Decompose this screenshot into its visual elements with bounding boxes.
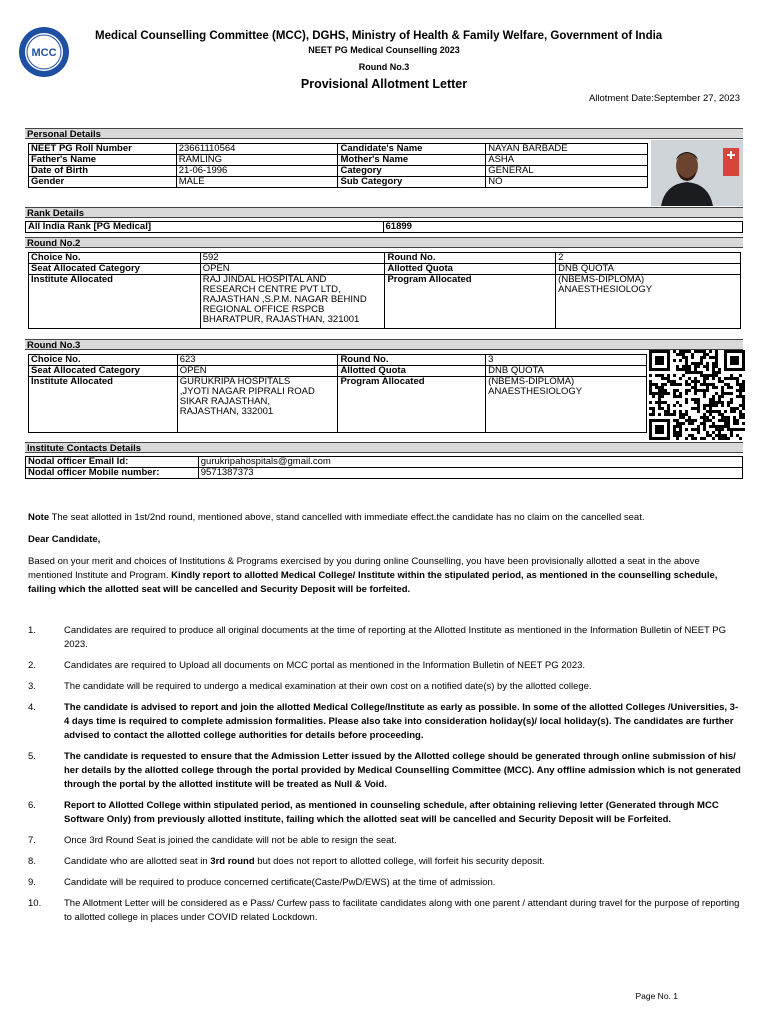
r3-inst-label: Institute Allocated — [29, 377, 178, 433]
header-counselling: NEET PG Medical Counselling 2023 — [308, 45, 460, 55]
r2-prog-line: ANAESTHESIOLOGY — [558, 284, 653, 295]
candidate-photo — [651, 140, 743, 206]
r2-seat-label: Seat Allocated Category — [29, 264, 201, 275]
email-value: gurukripahospitals@gmail.com — [198, 457, 742, 468]
qr-code — [649, 350, 745, 440]
list-item-number: 6. — [28, 800, 36, 811]
subcat-value: NO — [486, 177, 648, 188]
list-item — [28, 799, 743, 827]
r3-seat-label: Seat Allocated Category — [29, 366, 178, 377]
r3-choice-value: 623 — [177, 355, 338, 366]
table-row — [29, 377, 647, 433]
list-item-number: 7. — [28, 835, 36, 846]
r2-inst-line: RAJ JINDAL HOSPITAL AND — [202, 274, 327, 285]
list-item-text: Candidates are required to Upload all documents on MCC portal as mentioned in the Information Bulletin of NEET PG 2023. — [64, 660, 586, 671]
r3-quota-value: DNB QUOTA — [486, 366, 647, 377]
round3-table — [28, 354, 647, 433]
note-label: Note — [28, 512, 50, 523]
r3-inst-line: RAJASTHAN, 332001 — [179, 406, 274, 417]
r3-prog-value — [486, 377, 647, 433]
section-rank-details: Rank Details — [25, 207, 743, 218]
note-body: The seat allotted in 1st/2nd round, mentioned above, stand cancelled with immediate effect.the candidate has no claim on the cancelled seat. — [49, 512, 645, 523]
name-value: NAYAN BARBADE — [486, 144, 648, 155]
r2-round-label: Round No. — [385, 253, 556, 264]
r3-inst-line: ,JYOTI NAGAR PIPRALI ROAD — [179, 386, 315, 397]
list-item-text-post: but does not report to allotted college, will forfeit his security deposit. — [254, 856, 545, 867]
table-row — [26, 468, 743, 479]
mother-value: ASHA — [486, 155, 648, 166]
section-institute-contacts: Institute Contacts Details — [25, 442, 743, 453]
r3-quota-label: Allotted Quota — [338, 366, 486, 377]
note-text — [28, 512, 743, 523]
gender-value: MALE — [176, 177, 338, 188]
mobile-value: 9571387373 — [198, 468, 742, 479]
list-item-text: The candidate is advised to report and join the allotted Medical College/Institute as early as possible. In some of the allotted Colleges /Universities, 3-4 days time is required to complete admission formalities. Please also take into consideration holiday(s)/ local holiday(s). The candidates are further advised to contact the allotted college authorities for details before proceeding. — [64, 702, 739, 741]
father-value: RAMLING — [176, 155, 338, 166]
intro-bold: Kindly report to allotted Medical College/ Institute within the stipulated period, as mentioned in the counselling schedule, failing which the allotted seat will be cancelled and Security Deposit will be forfeited. — [28, 570, 718, 595]
header-round: Round No.3 — [358, 62, 410, 72]
list-item — [28, 876, 743, 890]
list-item — [28, 855, 743, 869]
table-row — [29, 253, 741, 264]
list-item-text: The candidate will be required to undergo a medical examination at their own cost on a notified date(s) by the allotted college. — [64, 681, 592, 692]
list-item-number: 9. — [28, 877, 36, 888]
list-item-number: 8. — [28, 856, 36, 867]
list-item-text: The candidate is requested to ensure that the Admission Letter issued by the Allotted college should be generated through online submission of his/ her details by the allotted college through the portal provided by Medical Counselling Committee (MCC). Any offline admission which is not generated through the portal by the allotted institute will be treated as Null & Void. — [64, 751, 741, 790]
list-item-number: 1. — [28, 625, 36, 636]
r3-inst-line: SIKAR RAJASTHAN, — [179, 396, 270, 407]
r3-choice-label: Choice No. — [29, 355, 178, 366]
list-item-bold: 3rd round — [210, 856, 255, 867]
r3-prog-line: ANAESTHESIOLOGY — [488, 386, 583, 397]
list-item — [28, 834, 743, 848]
category-value: GENERAL — [486, 166, 648, 177]
list-item-text: Candidate will be required to produce concerned certificate(Caste/PwD/EWS) at the time of admission. — [64, 877, 496, 888]
r2-inst-line: BHARATPUR, RAJASTHAN, 321001 — [202, 314, 360, 325]
instructions-list — [28, 624, 743, 932]
r2-quota-label: Allotted Quota — [385, 264, 556, 275]
allotment-date: Allotment Date:September 27, 2023 — [588, 93, 740, 104]
personal-details-table — [28, 143, 648, 188]
roll-value: 23661110564 — [176, 144, 338, 155]
r2-inst-line: REGIONAL OFFICE RSPCB — [202, 304, 325, 315]
r3-inst-line: GURUKRIPA HOSPITALS — [179, 376, 291, 387]
list-item-text: The Allotment Letter will be considered as e Pass/ Curfew pass to facilitate candidates along with one parent / attendant during travel for the purpose of reporting to allotted college in places under COVID related Lockdown. — [64, 898, 740, 923]
section-round2: Round No.2 — [25, 237, 743, 248]
air-value: 61899 — [383, 222, 743, 233]
table-row — [29, 166, 648, 177]
r2-seat-value: OPEN — [200, 264, 385, 275]
section-personal-details: Personal Details — [25, 128, 743, 139]
list-item-number: 10. — [28, 898, 42, 909]
table-row — [29, 155, 648, 166]
header-org: Medical Counselling Committee (MCC), DGHS, Ministry of Health & Family Welfare, Government of India — [95, 30, 663, 42]
r2-round-value: 2 — [556, 253, 741, 264]
mother-label: Mother's Name — [338, 155, 486, 166]
r2-prog-line: (NBEMS-DIPLOMA) — [558, 274, 645, 285]
dob-label: Date of Birth — [29, 166, 177, 177]
category-label: Category — [338, 166, 486, 177]
section-round3: Round No.3 — [25, 339, 743, 350]
list-item-text: Report to Allotted College within stipulated period, as mentioned in counseling schedule, after obtaining relieving letter (Generated through MCC Software Only) from previously allotted institute, failing which the allotted seat will be cancelled and Security Deposit will be Forfeited. — [64, 800, 719, 825]
list-item-number: 3. — [28, 681, 36, 692]
r3-prog-line: (NBEMS-DIPLOMA) — [488, 376, 575, 387]
r3-inst-value — [177, 377, 338, 433]
gender-label: Gender — [29, 177, 177, 188]
subcat-label: Sub Category — [338, 177, 486, 188]
table-row — [26, 222, 743, 233]
r2-inst-line: RESEARCH CENTRE PVT LTD, — [202, 284, 341, 295]
list-item — [28, 659, 743, 673]
r3-round-value: 3 — [486, 355, 647, 366]
r2-inst-value — [200, 275, 385, 329]
roll-label: NEET PG Roll Number — [29, 144, 177, 155]
air-label: All India Rank [PG Medical] — [26, 222, 384, 233]
r3-prog-label: Program Allocated — [338, 377, 486, 433]
r2-inst-label: Institute Allocated — [29, 275, 201, 329]
list-item — [28, 897, 743, 925]
father-label: Father's Name — [29, 155, 177, 166]
email-label: Nodal officer Email Id: — [26, 457, 199, 468]
dob-value: 21-06-1996 — [176, 166, 338, 177]
list-item-text: Once 3rd Round Seat is joined the candidate will not be able to resign the seat. — [64, 835, 397, 846]
r2-quota-value: DNB QUOTA — [556, 264, 741, 275]
table-row — [29, 355, 647, 366]
logo-text: MCC — [31, 47, 57, 59]
contacts-table — [25, 456, 743, 479]
list-item-text: Candidate who are allotted seat in — [64, 856, 211, 867]
table-row — [29, 264, 741, 275]
table-row — [26, 457, 743, 468]
table-row — [29, 366, 647, 377]
list-item-number: 4. — [28, 702, 36, 713]
page-number: Page No. 1 — [635, 991, 678, 1001]
list-item-text: Candidates are required to produce all original documents at the time of reporting at the Allotted Institute as mentioned in the Information Bulletin of NEET PG 2023. — [64, 625, 727, 650]
list-item-number: 5. — [28, 751, 36, 762]
r3-round-label: Round No. — [338, 355, 486, 366]
list-item — [28, 680, 743, 694]
table-row — [29, 144, 648, 155]
table-row — [29, 177, 648, 188]
name-label: Candidate's Name — [338, 144, 486, 155]
list-item-number: 2. — [28, 660, 36, 671]
r3-seat-value: OPEN — [177, 366, 338, 377]
intro-paragraph — [28, 555, 743, 597]
list-item — [28, 750, 743, 792]
list-item — [28, 624, 743, 652]
round2-table — [28, 252, 741, 329]
r2-inst-line: RAJASTHAN ,S.P.M. NAGAR BEHIND — [202, 294, 367, 305]
rank-table — [25, 221, 743, 233]
intro-normal: Based on your merit and choices of Institutions & Programs exercised by you during online Counselling, you have been provisionally allotted a seat in the above mentioned Institute and Program. — [28, 556, 700, 581]
table-row — [29, 275, 741, 329]
r2-prog-label: Program Allocated — [385, 275, 556, 329]
salutation: Dear Candidate, — [28, 534, 101, 545]
r2-choice-value: 592 — [200, 253, 385, 264]
list-item — [28, 701, 743, 743]
r2-choice-label: Choice No. — [29, 253, 201, 264]
mobile-label: Nodal officer Mobile number: — [26, 468, 199, 479]
page-title: Provisional Allotment Letter — [300, 77, 468, 91]
r2-prog-value — [556, 275, 741, 329]
